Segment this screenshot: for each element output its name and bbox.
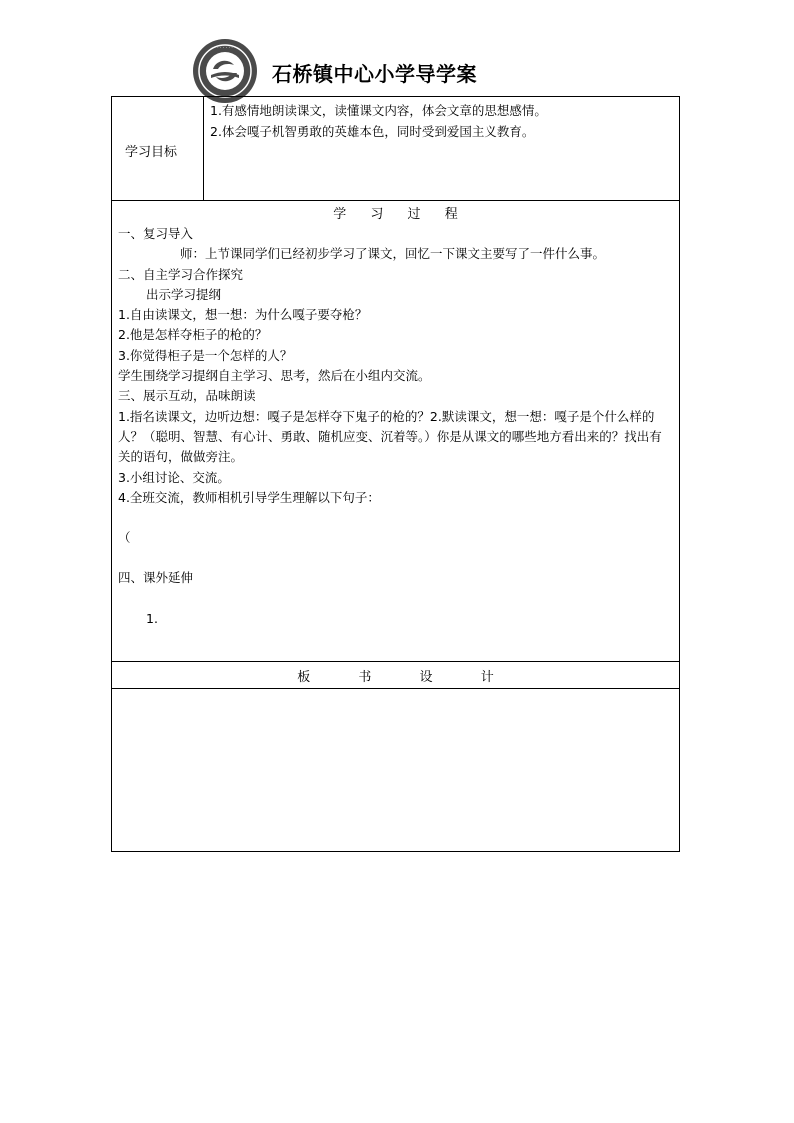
learning-goals-row: [112, 97, 679, 201]
showcase-step: 3.小组讨论、交流。: [118, 469, 230, 485]
school-logo-icon: [192, 38, 258, 104]
study-note: 学生围绕学习提纲自主学习、思考，然后在小组内交流。: [118, 368, 431, 384]
board-design-heading: 板 书 设 计: [297, 670, 516, 685]
process-heading: 学 习 过 程: [333, 207, 468, 222]
showcase-step: 4.全班交流，教师相机引导学生理解以下句子：: [118, 489, 380, 505]
question-item: 1.自由读课文，想一想：为什么嘎子要夺枪？: [118, 307, 368, 323]
learning-goals-content: [210, 100, 547, 142]
section-extension-title: 四、课外延伸: [118, 570, 194, 586]
teacher-prompt: 师：上节课同学们已经初步学习了课文，回忆一下课文主要写了一件什么事。: [180, 246, 606, 262]
school-title: 石桥镇中心小学导学案: [272, 62, 477, 86]
section-showcase-title: 三、展示互动，品味朗读: [118, 388, 256, 404]
board-design-header-row: [112, 661, 679, 689]
process-content: [118, 224, 678, 629]
goal-item: 2.体会嘎子机智勇敢的英雄本色，同时受到爱国主义教育。: [210, 124, 535, 139]
study-outline-label: 出示学习提纲: [146, 286, 222, 302]
learning-goals-label: 学习目标: [125, 145, 178, 160]
svg-text:· · · · · · · ·: · · · · · · · ·: [214, 46, 236, 51]
learning-goals-label-cell: [112, 97, 204, 200]
question-item: 3.你觉得柜子是一个怎样的人？: [118, 347, 293, 363]
open-parenthesis: （: [118, 530, 131, 546]
page-header: [0, 0, 794, 96]
showcase-paragraph: 1.指名读课文，边听边想：嘎子是怎样夺下鬼子的枪的？2.默读课文，想一想：嘎子是个什么样的人？（聪明、智慧、有心计、勇敢、随机应变、沉着等。）你是从课文的哪些地方看出来的？找出有关的语句，做做旁注。: [118, 408, 662, 465]
goal-item: 1.有感情地朗读课文，读懂课文内容，体会文章的思想感情。: [210, 103, 547, 118]
section-self-study-title: 二、自主学习合作探究: [118, 266, 244, 282]
extension-item: 1.: [146, 610, 158, 626]
lesson-plan-table: [111, 96, 680, 852]
section-review-title: 一、复习导入: [118, 226, 194, 241]
question-item: 2.他是怎样夺柜子的枪的？: [118, 327, 268, 343]
